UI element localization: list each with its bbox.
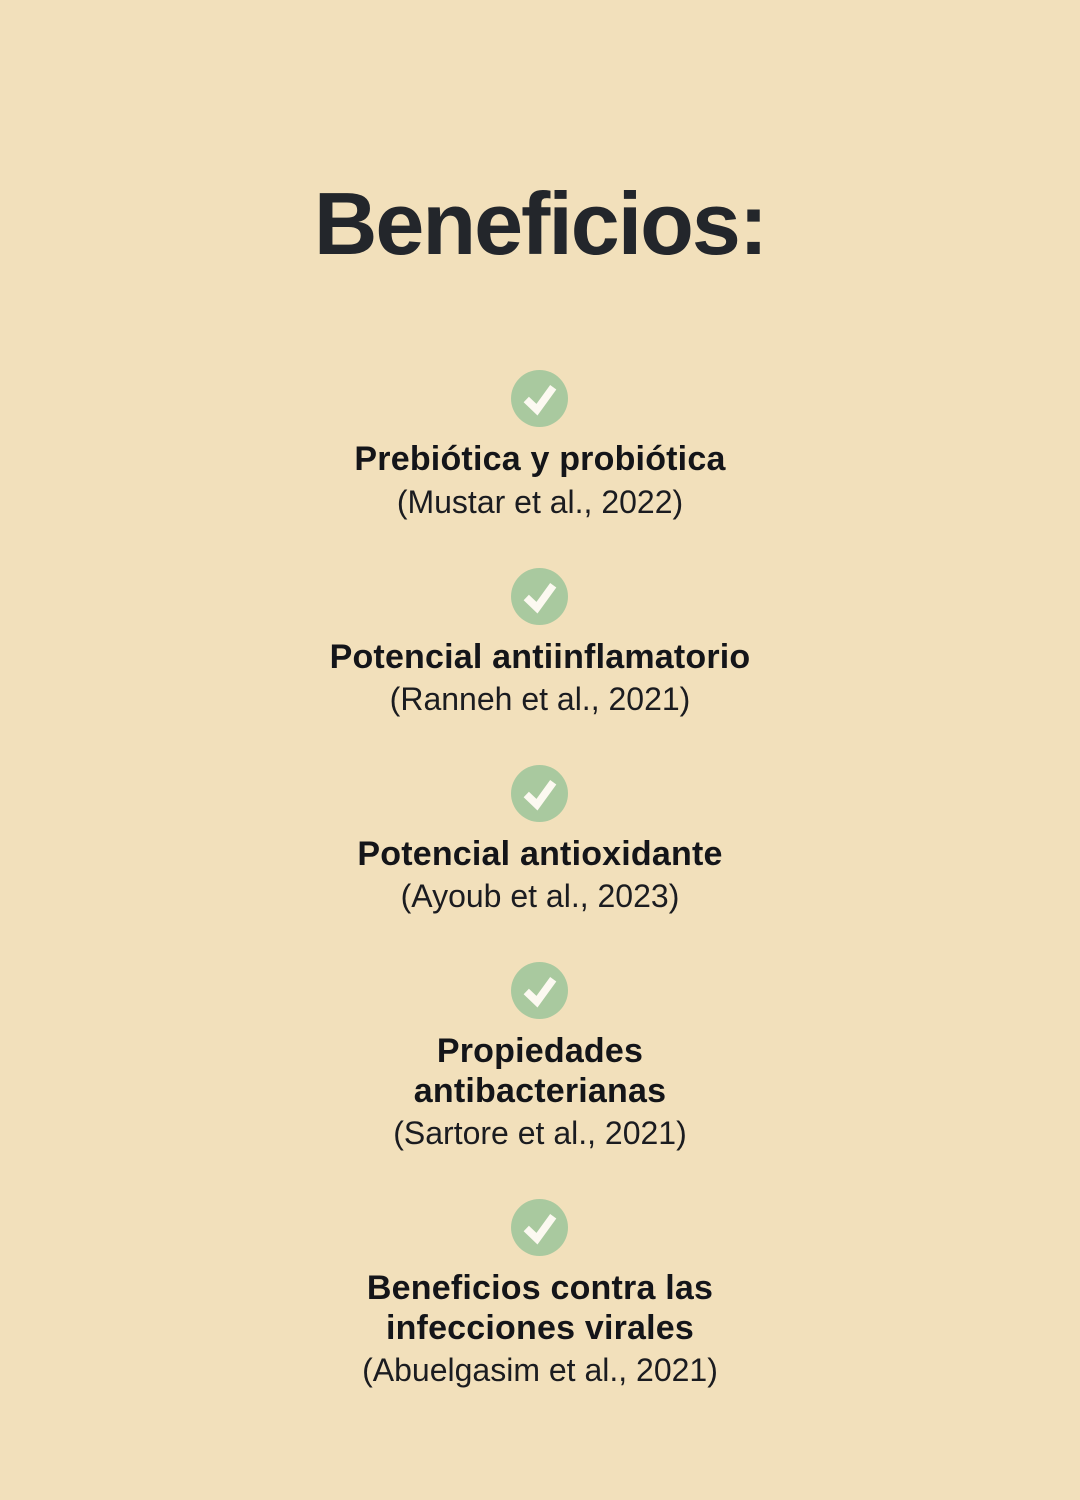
benefit-name-line: antibacterianas bbox=[413, 1071, 667, 1110]
benefit-name bbox=[357, 834, 722, 874]
check-icon bbox=[511, 765, 568, 822]
check-icon bbox=[511, 568, 568, 625]
benefit-name bbox=[367, 1268, 713, 1348]
list-item bbox=[357, 765, 722, 916]
check-circle bbox=[511, 1199, 568, 1256]
benefit-name-line: Prebiótica y probiótica bbox=[354, 440, 726, 479]
benefits-list bbox=[330, 370, 751, 1436]
list-item bbox=[362, 1199, 718, 1390]
benefit-name bbox=[414, 1031, 666, 1111]
check-circle bbox=[511, 370, 568, 427]
check-icon bbox=[511, 962, 568, 1019]
benefit-citation: (Ranneh et al., 2021) bbox=[389, 680, 691, 717]
benefit-name-line: Beneficios contra las bbox=[366, 1269, 714, 1308]
list-item bbox=[354, 370, 725, 521]
check-icon bbox=[511, 370, 568, 427]
check-circle bbox=[511, 765, 568, 822]
benefit-name-line: Propiedades bbox=[436, 1031, 644, 1070]
benefit-name bbox=[330, 637, 751, 677]
benefit-name-line: Potencial antioxidante bbox=[357, 834, 723, 873]
benefit-citation: (Mustar et al., 2022) bbox=[396, 483, 684, 520]
benefit-citation: (Sartore et al., 2021) bbox=[393, 1115, 687, 1152]
benefit-name-line: infecciones virales bbox=[385, 1309, 695, 1348]
check-circle bbox=[511, 568, 568, 625]
benefit-name bbox=[354, 439, 725, 479]
check-icon bbox=[511, 1199, 568, 1256]
list-item bbox=[330, 568, 751, 719]
page-title: Beneficios: bbox=[313, 174, 767, 273]
benefit-citation: (Ayoub et al., 2023) bbox=[400, 877, 680, 914]
list-item bbox=[393, 962, 686, 1153]
benefit-citation: (Abuelgasim et al., 2021) bbox=[362, 1352, 718, 1389]
benefit-name-line: Potencial antiinflamatorio bbox=[329, 637, 751, 676]
check-circle bbox=[511, 962, 568, 1019]
